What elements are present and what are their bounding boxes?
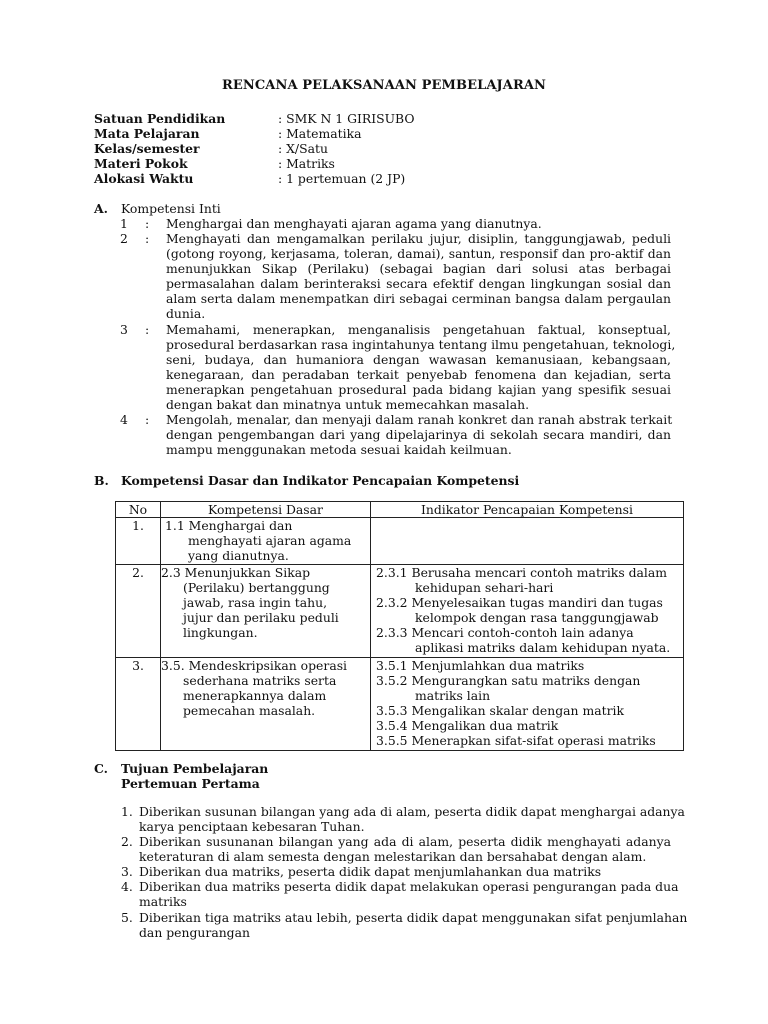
tp-2-line-2: keteraturan di alam semesta dengan melestarikan dan bersahabat dengan alam.: [139, 849, 647, 864]
tp-4-line-2: matriks: [139, 894, 187, 909]
row-3-ipk-line-4: 3.5.3 Mengalikan skalar dengan matrik: [376, 703, 624, 718]
ki-2-line-4: permasalahan dalam berinteraksi secara efektif dengan lingkungan sosial dan: [166, 276, 671, 291]
section-c-subheading: Pertemuan Pertama: [121, 776, 260, 791]
row-2-ipk-line-5: 2.3.3 Mencari contoh-contoh lain adanya: [376, 625, 634, 640]
identity-value-satuan: : SMK N 1 GIRISUBO: [278, 111, 415, 126]
row-2-kd-line-1: 2.3 Menunjukkan Sikap: [161, 565, 311, 580]
table-row: [116, 565, 684, 658]
row-2-ipk-line-6: aplikasi matriks dalam kehidupan nyata.: [415, 640, 671, 655]
ki-2-line-2: (gotong royong, kerjasama, toleran, damai), santun, responsif dan pro-aktif dan: [166, 246, 671, 261]
ki-3-line-6: dengan bakat dan minatnya untuk memecahkan masalah.: [166, 397, 530, 412]
identity-value-kelas: : X/Satu: [278, 141, 328, 156]
identity-label-alokasi: Alokasi Waktu: [94, 171, 194, 186]
ki-1-line-1: Menghargai dan menghayati ajaran agama yang dianutnya.: [166, 216, 542, 231]
table-header-no: No: [116, 502, 161, 518]
ki-4-number: 4: [120, 412, 128, 427]
tp-3-number: 3.: [121, 864, 133, 879]
ki-3-colon: :: [145, 322, 150, 337]
row-2-ipk-line-2: kehidupan sehari-hari: [415, 580, 554, 595]
row-2-kd-line-4: jujur dan perilaku peduli: [183, 610, 339, 625]
tp-3-line-1: Diberikan dua matriks, peserta didik dapat menjumlahankan dua matriks: [139, 864, 602, 879]
section-a-heading: Kompetensi Inti: [121, 201, 221, 216]
row-3-ipk-line-6: 3.5.5 Menerapkan sifat-sifat operasi matriks: [376, 733, 656, 748]
ki-4-line-2: dengan pengembangan dari yang dipelajarinya di sekolah secara mandiri, dan: [166, 427, 671, 442]
row-2-ipk-line-3: 2.3.2 Menyelesaikan tugas mandiri dan tugas: [376, 595, 663, 610]
identity-label-mapel: Mata Pelajaran: [94, 126, 200, 141]
ki-3-line-4: kenegaraan, dan peradaban terkait penyebab fenomena dan kejadian, serta: [166, 367, 671, 382]
ki-1-colon: :: [145, 216, 150, 231]
row-1-kd-line-1: 1.1 Menghargai dan: [165, 518, 293, 533]
ki-2-colon: :: [145, 231, 150, 246]
table-row: [116, 658, 684, 751]
row-3-kd-line-2: sederhana matriks serta: [183, 673, 337, 688]
ki-4-line-1: Mengolah, menalar, dan menyaji dalam ranah konkret dan ranah abstrak terkait: [166, 412, 673, 427]
row-2-kd-line-3: jawab, rasa ingin tahu,: [183, 595, 328, 610]
section-c-heading: Tujuan Pembelajaran: [121, 761, 269, 776]
tp-4-line-1: Diberikan dua matriks peserta didik dapat melakukan operasi pengurangan pada dua: [139, 879, 679, 894]
tp-5-line-1: Diberikan tiga matriks atau lebih, peserta didik dapat menggunakan sifat penjumlahan: [139, 910, 688, 925]
tp-2-line-1: Diberikan susunanan bilangan yang ada di alam, peserta didik menghayati adanya: [139, 834, 671, 849]
ki-2-line-5: alam serta dalam menempatkan diri sebagai cerminan bangsa dalam pergaulan: [166, 291, 671, 306]
table-header-ipk: Indikator Pencapaian Kompetensi: [371, 502, 684, 518]
row-3-kd-line-4: pemecahan masalah.: [183, 703, 316, 718]
tp-1-number: 1.: [121, 804, 133, 819]
ki-4-line-3: mampu menggunakan metoda sesuai kaidah keilmuan.: [166, 442, 512, 457]
ki-4-colon: :: [145, 412, 150, 427]
row-2-kd-line-5: lingkungan.: [183, 625, 258, 640]
section-b-heading: Kompetensi Dasar dan Indikator Pencapaian Kompetensi: [121, 473, 520, 488]
identity-label-satuan: Satuan Pendidikan: [94, 111, 226, 126]
section-b-letter: B.: [94, 473, 109, 488]
row-3-kd-line-3: menerapkannya dalam: [183, 688, 327, 703]
tp-1-line-2: karya penciptaan kebesaran Tuhan.: [139, 819, 365, 834]
ki-2-line-3: menunjukkan Sikap (Perilaku) (sebagai bagian dari solusi atas berbagai: [166, 261, 671, 276]
identity-label-kelas: Kelas/semester: [94, 141, 200, 156]
row-2-no: 2.: [116, 565, 161, 658]
section-a-letter: A.: [94, 201, 108, 216]
identity-value-alokasi: : 1 pertemuan (2 JP): [278, 171, 406, 186]
row-1-kd-line-3: yang dianutnya.: [188, 548, 289, 563]
row-3-ipk-line-1: 3.5.1 Menjumlahkan dua matriks: [376, 658, 585, 673]
row-1-no: 1.: [116, 518, 161, 565]
page-title: RENCANA PELAKSANAAN PEMBELAJARAN: [221, 78, 547, 93]
tp-5-line-2: dan pengurangan: [139, 925, 250, 940]
row-2-kd-line-2: (Perilaku) bertanggung: [183, 580, 330, 595]
tp-1-line-1: Diberikan susunan bilangan yang ada di alam, peserta didik dapat menghargai adanya: [139, 804, 685, 819]
ki-3-line-3: seni, budaya, dan humaniora dengan wawasan kemanusiaan, kebangsaan,: [166, 352, 671, 367]
tp-5-number: 5.: [121, 910, 133, 925]
row-3-kd-line-1: 3.5. Mendeskripsikan operasi: [161, 658, 348, 673]
table-row: [116, 518, 684, 565]
ki-2-line-6: dunia.: [166, 306, 206, 321]
ki-3-line-1: Memahami, menerapkan, menganalisis pengetahuan faktual, konseptual,: [166, 322, 671, 337]
ki-3-line-5: menerapkan pengetahuan prosedural pada bidang kajian yang spesifik sesuai: [166, 382, 671, 397]
ki-3-line-2: prosedural berdasarkan rasa ingintahunya tentang ilmu pengetahuan, teknologi,: [166, 337, 676, 352]
identity-value-materi: : Matriks: [278, 156, 335, 171]
identity-value-mapel: : Matematika: [278, 126, 362, 141]
row-1-ipk: [371, 518, 684, 565]
row-2-ipk-line-4: kelompok dengan rasa tanggungjawab: [415, 610, 659, 625]
row-3-ipk-line-2: 3.5.2 Mengurangkan satu matriks dengan: [376, 673, 641, 688]
row-3-ipk-line-3: matriks lain: [415, 688, 491, 703]
ki-2-number: 2: [120, 231, 128, 246]
ki-1-number: 1: [120, 216, 128, 231]
row-3-no: 3.: [116, 658, 161, 751]
table-header-row: [116, 502, 684, 518]
row-3-ipk-line-5: 3.5.4 Mengalikan dua matrik: [376, 718, 559, 733]
tp-2-number: 2.: [121, 834, 133, 849]
table-header-kd: Kompetensi Dasar: [161, 502, 371, 518]
ki-3-number: 3: [120, 322, 128, 337]
row-1-kd-line-2: menghayati ajaran agama: [188, 533, 352, 548]
section-c-letter: C.: [94, 761, 108, 776]
kd-ipk-table: [115, 501, 684, 751]
row-2-ipk-line-1: 2.3.1 Berusaha mencari contoh matriks dalam: [376, 565, 668, 580]
identity-label-materi: Materi Pokok: [94, 156, 188, 171]
ki-2-line-1: Menghayati dan mengamalkan perilaku jujur, disiplin, tanggungjawab, peduli: [166, 231, 671, 246]
tp-4-number: 4.: [121, 879, 133, 894]
